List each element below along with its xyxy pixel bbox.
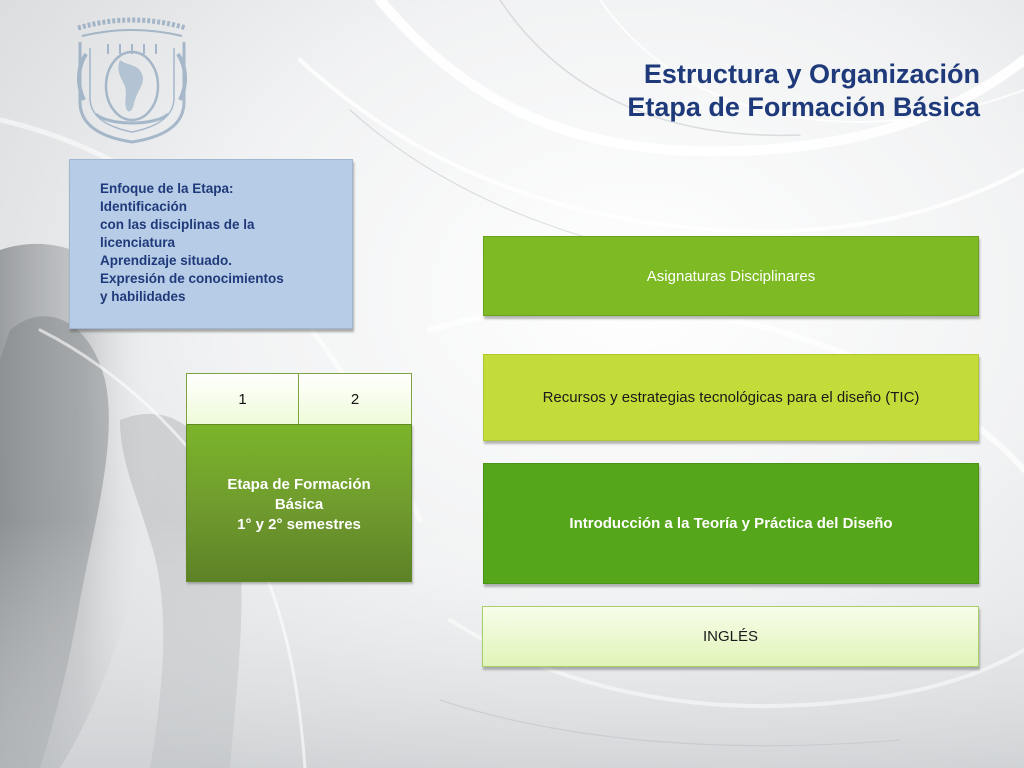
enfoque-line-disciplinas: con las disciplinas de la — [100, 217, 255, 232]
enfoque-line-licenciatura: licenciatura — [100, 235, 176, 250]
introduccion-teoria-label: Introducción a la Teoría y Práctica del Diseño — [569, 515, 893, 532]
etapa-box — [186, 424, 412, 582]
introduccion-teoria-box — [483, 463, 979, 584]
asignaturas-disciplinares-label: Asignaturas Disciplinares — [646, 267, 816, 285]
asignaturas-disciplinares-box — [483, 236, 979, 316]
recursos-tic-label: Recursos y estrategias tecnológicas para el diseño (TIC) — [542, 389, 920, 406]
etapa-line-3: 1° y 2° semestres — [237, 516, 361, 533]
ingles-label: INGLÉS — [702, 628, 759, 645]
enfoque-box — [69, 159, 353, 329]
enfoque-line-habilidades: y habilidades — [100, 289, 186, 304]
slide-title — [627, 58, 980, 124]
ingles-box — [482, 606, 979, 667]
enfoque-line-heading: Enfoque de la Etapa: — [100, 181, 234, 196]
semester-cell-2: 2 — [298, 373, 412, 425]
enfoque-line-aprendizaje: Aprendizaje situado. — [100, 253, 233, 268]
etapa-line-1: Etapa de Formación — [227, 476, 371, 493]
university-seal-icon — [68, 14, 196, 146]
title-line-1: Estructura y Organización — [643, 59, 980, 89]
enfoque-line-expresion: Expresión de conocimientos — [100, 271, 284, 286]
enfoque-line-identificacion: Identificación — [100, 199, 188, 214]
etapa-line-2: Básica — [274, 496, 324, 513]
title-line-2: Etapa de Formación Básica — [627, 92, 980, 122]
recursos-tic-box — [483, 354, 979, 441]
semester-cell-1: 1 — [186, 373, 299, 425]
